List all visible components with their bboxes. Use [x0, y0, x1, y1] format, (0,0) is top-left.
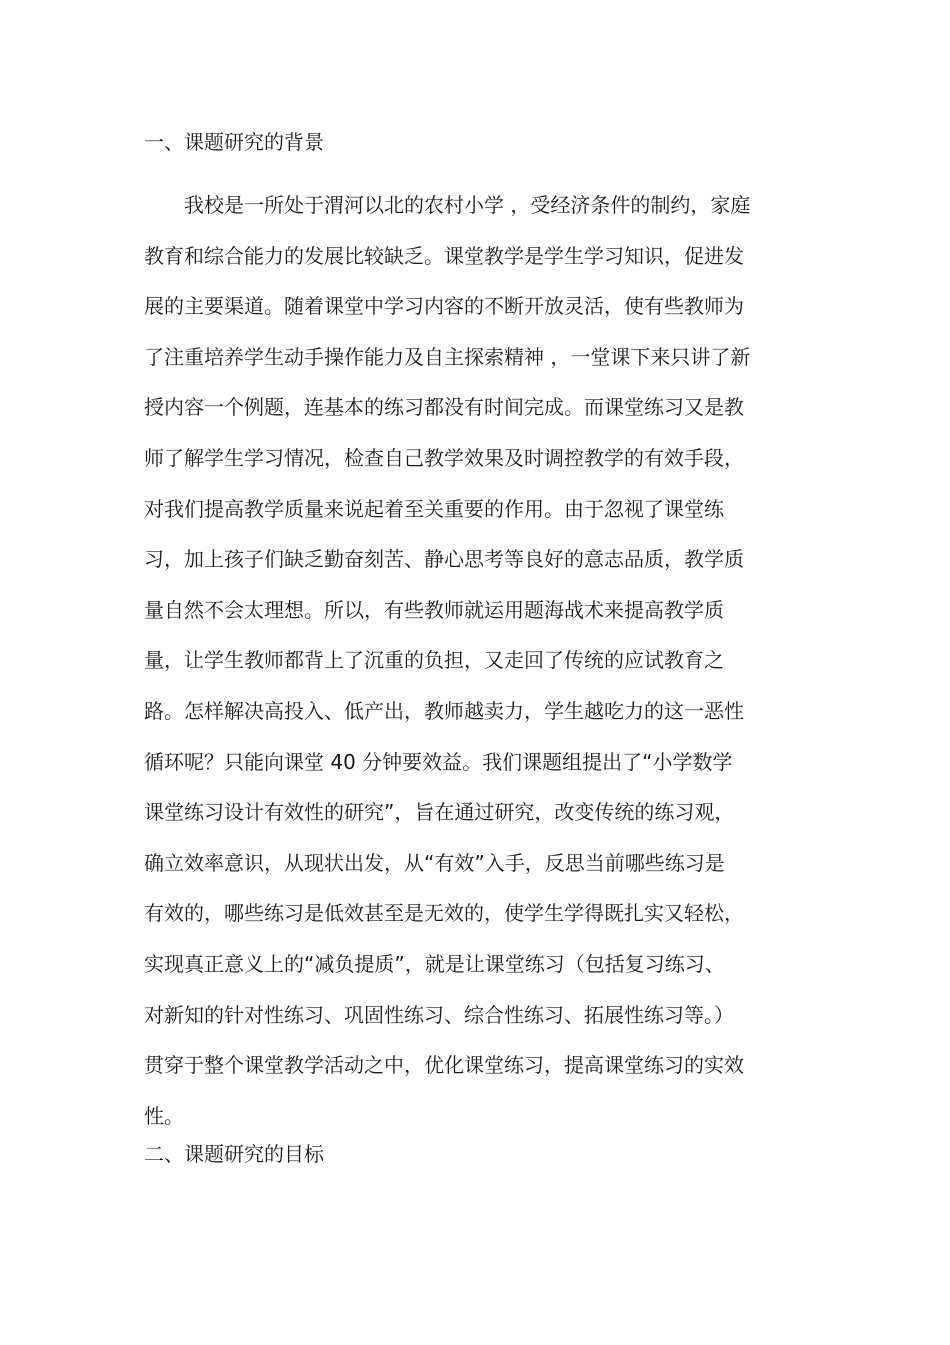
- paragraph-line: 教育和综合能力的发展比较缺乏。课堂教学是学生学习知识，促进发: [144, 243, 744, 268]
- paragraph-line: 了注重培养学生动手操作能力及自主探索精神 ，一堂课下来只讲了新: [144, 344, 751, 369]
- paragraph-line: 展的主要渠道。随着课堂中学习内容的不断开放灵活，使有些教师为: [144, 294, 744, 319]
- section-heading-background: 一、课题研究的背景: [144, 130, 324, 154]
- paragraph-line: 授内容一个例题，连基本的练习都没有时间完成。而课堂练习又是教: [144, 395, 744, 420]
- paragraph-line: 路。怎样解决高投入、低产出，教师越卖力，学生越吃力的这一恶性: [144, 698, 744, 723]
- paragraph-background-body: [144, 191, 824, 1152]
- paragraph-line: 实现真正意义上的“减负提质”，就是让课堂练习（包括复习练习、: [144, 951, 725, 976]
- paragraph-line: 循环呢？只能向课堂 40 分钟要效益。我们课题组提出了“小学数学: [144, 749, 733, 774]
- section-heading-objectives: 二、课题研究的目标: [144, 1142, 324, 1166]
- paragraph-line: 对我们提高教学质量来说起着至关重要的作用。由于忽视了课堂练: [144, 496, 724, 521]
- paragraph-line: 确立效率意识，从现状出发，从“有效”入手，反思当前哪些练习是: [144, 850, 725, 875]
- paragraph-line: 课堂练习设计有效性的研究”，旨在通过研究，改变传统的练习观，: [144, 800, 735, 825]
- paragraph-line: 我校是一所处于渭河以北的农村小学 ，受经济条件的制约，家庭: [144, 193, 751, 217]
- paragraph-line: 有效的，哪些练习是低效甚至是无效的，使学生学得既扎实又轻松，: [144, 901, 744, 926]
- paragraph-line: 量，让学生教师都背上了沉重的负担，又走回了传统的应试教育之: [144, 648, 724, 673]
- paragraph-line: 量自然不会太理想。所以，有些教师就运用题海战术来提高教学质: [144, 597, 724, 622]
- paragraph-line: 贯穿于整个课堂教学活动之中，优化课堂练习，提高课堂练习的实效: [144, 1053, 744, 1078]
- paragraph-line: 性。: [144, 1103, 184, 1128]
- paragraph-line: 习，加上孩子们缺乏勤奋刻苦、静心思考等良好的意志品质，教学质: [144, 547, 744, 572]
- paragraph-line: 对新知的针对性练习、巩固性练习、综合性练习、拓展性练习等。）: [144, 1002, 734, 1027]
- paragraph-line: 师了解学生学习情况，检查自己教学效果及时调控教学的有效手段，: [144, 445, 744, 470]
